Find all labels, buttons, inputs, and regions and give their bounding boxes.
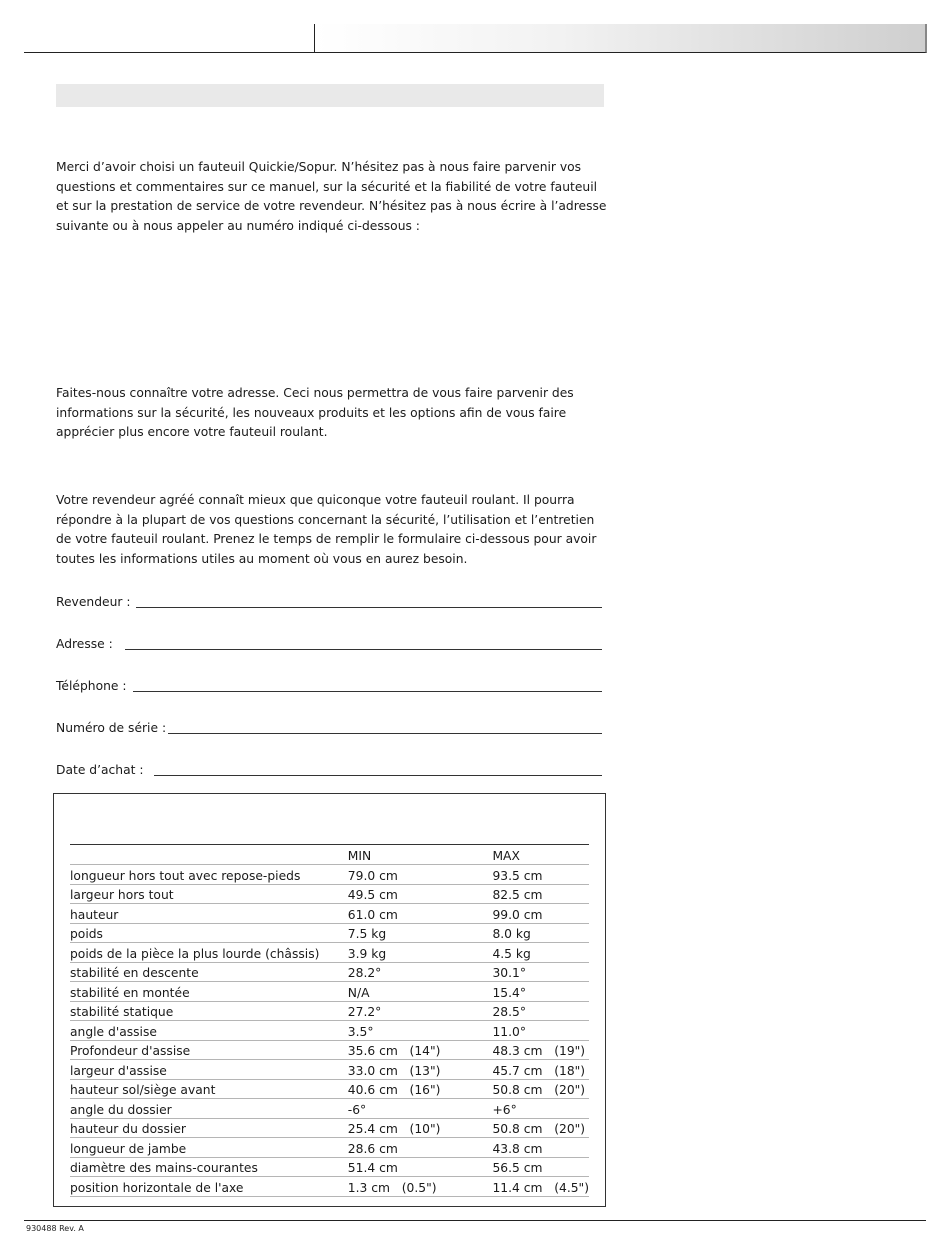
serial-label: Numéro de série :: [56, 721, 167, 735]
spec-max-value: 50.8 cm (20"): [492, 1079, 589, 1099]
section-title-bar: [56, 84, 604, 107]
spec-min-value: N/A: [348, 982, 493, 1002]
table-row: [70, 904, 589, 924]
table-row: [70, 1001, 589, 1021]
spec-min-value: 27.2°: [348, 1001, 493, 1021]
spec-label: stabilité en descente: [70, 962, 348, 982]
spec-label: angle du dossier: [70, 1099, 348, 1119]
purchase-form-row: [56, 760, 602, 778]
spec-max-value: 4.5 kg: [492, 943, 589, 963]
spec-min-value: 28.6 cm: [348, 1138, 493, 1158]
dealer-paragraph: Votre revendeur agréé connaît mieux que quiconque votre fauteuil roulant. Il pourra répondre à la plupart de vos questions concernant la sécurité, l’utilisation et l’entretien de votre fauteuil roulant. Prenez le temps de remplir le formulaire ci-dessous pour avoir toutes les informations utiles au moment où vous en aurez besoin.: [56, 493, 597, 566]
spec-label: stabilité statique: [70, 1001, 348, 1021]
spec-min-value: 49.5 cm: [348, 884, 493, 904]
intro-paragraph: Merci d’avoir choisi un fauteuil Quickie/Sopur. N’hésitez pas à nous faire parvenir vos questions et commentaires sur ce manuel, sur la sécurité et la fiabilité de votre fauteuil et sur la prestation de service de votre revendeur. N’hésitez pas à nous écrire à l’adresse suivante ou à nous appeler au numéro indiqué ci-dessous :: [56, 160, 607, 233]
spec-max-value: 30.1°: [492, 962, 589, 982]
specifications-table: [70, 844, 589, 1197]
spec-label: longueur hors tout avec repose-pieds: [70, 865, 348, 885]
spec-max-value: 8.0 kg: [492, 923, 589, 943]
address-field[interactable]: [125, 635, 602, 650]
phone-label: Téléphone :: [56, 679, 127, 693]
spec-max-value: 82.5 cm: [492, 884, 589, 904]
serial-field[interactable]: [168, 719, 602, 734]
table-row: [70, 1079, 589, 1099]
table-row: [70, 923, 589, 943]
spec-label: longueur de jambe: [70, 1138, 348, 1158]
spec-max-value: 99.0 cm: [492, 904, 589, 924]
spec-max-value: 11.0°: [492, 1021, 589, 1041]
header-gradient-bar: [315, 24, 927, 53]
spec-min-value: 51.4 cm: [348, 1157, 493, 1177]
table-row: [70, 1099, 589, 1119]
address-form-row: [56, 634, 602, 652]
table-row: [70, 1021, 589, 1041]
document-code: 930488 Rev. A: [26, 1224, 84, 1233]
spec-label: poids de la pièce la plus lourde (châssis): [70, 943, 348, 963]
dealer-form-row: [56, 592, 602, 610]
spec-min-value: 3.5°: [348, 1021, 493, 1041]
table-row: [70, 1157, 589, 1177]
purchase-label: Date d’achat :: [56, 763, 144, 777]
spec-label: Profondeur d'assise: [70, 1040, 348, 1060]
spec-max-value: 43.8 cm: [492, 1138, 589, 1158]
table-row: [70, 982, 589, 1002]
spec-min-value: 40.6 cm (16"): [348, 1079, 493, 1099]
specifications-box: [53, 793, 606, 1207]
table-row: [70, 943, 589, 963]
address-paragraph: Faites-nous connaître votre adresse. Ceci nous permettra de vous faire parvenir des informations sur la sécurité, les nouveaux produits et les options afin de vous faire apprécier plus encore votre fauteuil roulant.: [56, 386, 574, 439]
spec-max-value: 28.5°: [492, 1001, 589, 1021]
spec-max-value: 11.4 cm (4.5"): [492, 1177, 589, 1197]
header-rule: [24, 52, 315, 53]
header-label-cell: [70, 845, 348, 865]
phone-field[interactable]: [133, 677, 602, 692]
address-label: Adresse :: [56, 637, 113, 651]
spec-label: hauteur du dossier: [70, 1118, 348, 1138]
spec-label: hauteur sol/siège avant: [70, 1079, 348, 1099]
spec-max-value: 48.3 cm (19"): [492, 1040, 589, 1060]
spec-label: position horizontale de l'axe: [70, 1177, 348, 1197]
spec-max-value: 15.4°: [492, 982, 589, 1002]
spec-min-value: 3.9 kg: [348, 943, 493, 963]
table-row: [70, 1177, 589, 1197]
spec-label: largeur hors tout: [70, 884, 348, 904]
footer-rule: [24, 1220, 926, 1221]
spec-min-value: 25.4 cm (10"): [348, 1118, 493, 1138]
spec-max-value: 93.5 cm: [492, 865, 589, 885]
header-min: MIN: [348, 845, 493, 865]
table-row: [70, 962, 589, 982]
spec-label: hauteur: [70, 904, 348, 924]
spec-min-value: -6°: [348, 1099, 493, 1119]
spec-label: stabilité en montée: [70, 982, 348, 1002]
spec-min-value: 1.3 cm (0.5"): [348, 1177, 493, 1197]
table-row: [70, 1040, 589, 1060]
spec-max-value: 56.5 cm: [492, 1157, 589, 1177]
table-row: [70, 1118, 589, 1138]
spec-label: poids: [70, 923, 348, 943]
purchase-field[interactable]: [154, 761, 602, 776]
spec-min-value: 61.0 cm: [348, 904, 493, 924]
spec-max-value: +6°: [492, 1099, 589, 1119]
phone-form-row: [56, 676, 602, 694]
spec-min-value: 7.5 kg: [348, 923, 493, 943]
spec-max-value: 50.8 cm (20"): [492, 1118, 589, 1138]
spec-min-value: 35.6 cm (14"): [348, 1040, 493, 1060]
spec-max-value: 45.7 cm (18"): [492, 1060, 589, 1080]
header-max: MAX: [492, 845, 589, 865]
spec-min-value: 28.2°: [348, 962, 493, 982]
spec-min-value: 33.0 cm (13"): [348, 1060, 493, 1080]
table-row: [70, 865, 589, 885]
spec-label: diamètre des mains-courantes: [70, 1157, 348, 1177]
table-row: [70, 1138, 589, 1158]
spec-label: angle d'assise: [70, 1021, 348, 1041]
spec-min-value: 79.0 cm: [348, 865, 493, 885]
dealer-field[interactable]: [136, 593, 602, 608]
specifications-header-row: [70, 845, 589, 865]
table-row: [70, 884, 589, 904]
spec-label: largeur d'assise: [70, 1060, 348, 1080]
serial-form-row: [56, 718, 602, 736]
table-row: [70, 1060, 589, 1080]
dealer-label: Revendeur :: [56, 595, 131, 609]
